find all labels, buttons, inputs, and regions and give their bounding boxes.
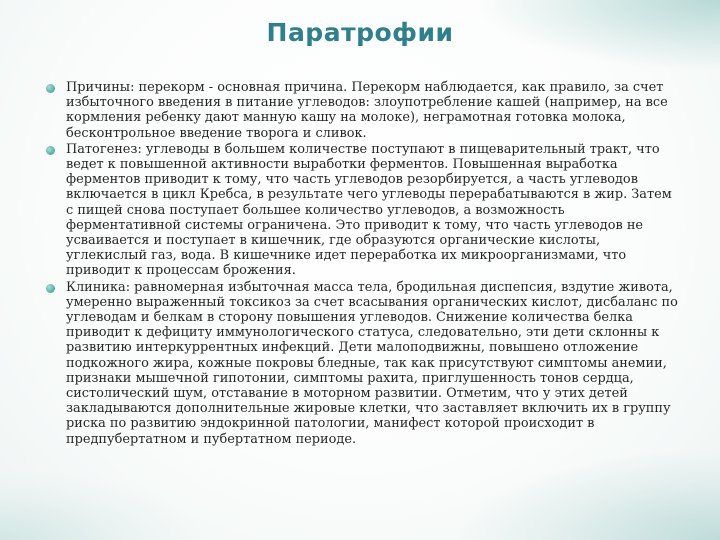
bullet-item-pathogenesis [44,142,678,279]
slide-title: Паратрофии [266,18,454,47]
decorative-corner-bottom-left [0,470,200,540]
bullet-icon [46,84,55,93]
bullet-text: : углеводы в большем количестве поступают в пищеварительный тракт, что ведет к повышенной активности выработки ферментов. Повышенная выработка ферментов приводит к тому, что часть углеводов резорбируется, а часть углеводов включается в цикл Кребса, в результате чего углеводы перерабатываются в жир. Затем с пищей снова поступает большее количество углеводов, а возможность ферментативной системы ограничена. Это приводит к тому, что часть углеводов не усваивается и поступает в кишечник, где образуются органические кислоты, углекислый газ, вода. В кишечнике идет переработка их микроорганизмами, что приводит к процессам брожения. [66,141,672,279]
bullet-icon [46,146,55,155]
bullet-item-clinic [44,280,678,447]
bullet-label: Причины [66,80,131,95]
bullet-item-causes [44,80,678,141]
bullet-list [44,80,678,448]
bullet-label: Клиника [66,279,126,295]
bullet-icon [46,284,55,293]
decorative-corner-bottom-right [460,450,720,540]
bullet-label: Патогенез [66,141,138,157]
bullet-text: : перекорм - основная причина. Перекорм наблюдается, как правило, за счет избыточного введения в питание углеводов: злоупотребление кашей (например, на все кормления ребенку дают манную кашу на молоке), неграмотная готовка молока, бесконтрольное введение творога и сливок. [66,80,668,141]
bullet-text: : равномерная избыточная масса тела, бродильная диспепсия, вздутие живота, умеренно выраженный токсикоз за счет всасывания органических кислот, дисбаланс по углеводам и белкам в сторону повышения углеводов. Снижение количества белка приводит к дефициту иммунологического статуса, следовательно, эти дети склонны к развитию интеркуррентных инфекций. Дети малоподвижны, повышено отложение подкожного жира, кожные покровы бледные, так как присутствуют симптомы анемии, признаки мышечной гипотонии, симптомы рахита, приглушенность тонов сердца, систолический шум, отставание в моторном развитии. Отметим, что у этих детей закладываются дополнительные жировые клетки, что заставляет включить их в группу риска по развитию эндокринной патологии, манифест которой происходит в предпубертатном и пубертатном периоде. [66,279,678,447]
